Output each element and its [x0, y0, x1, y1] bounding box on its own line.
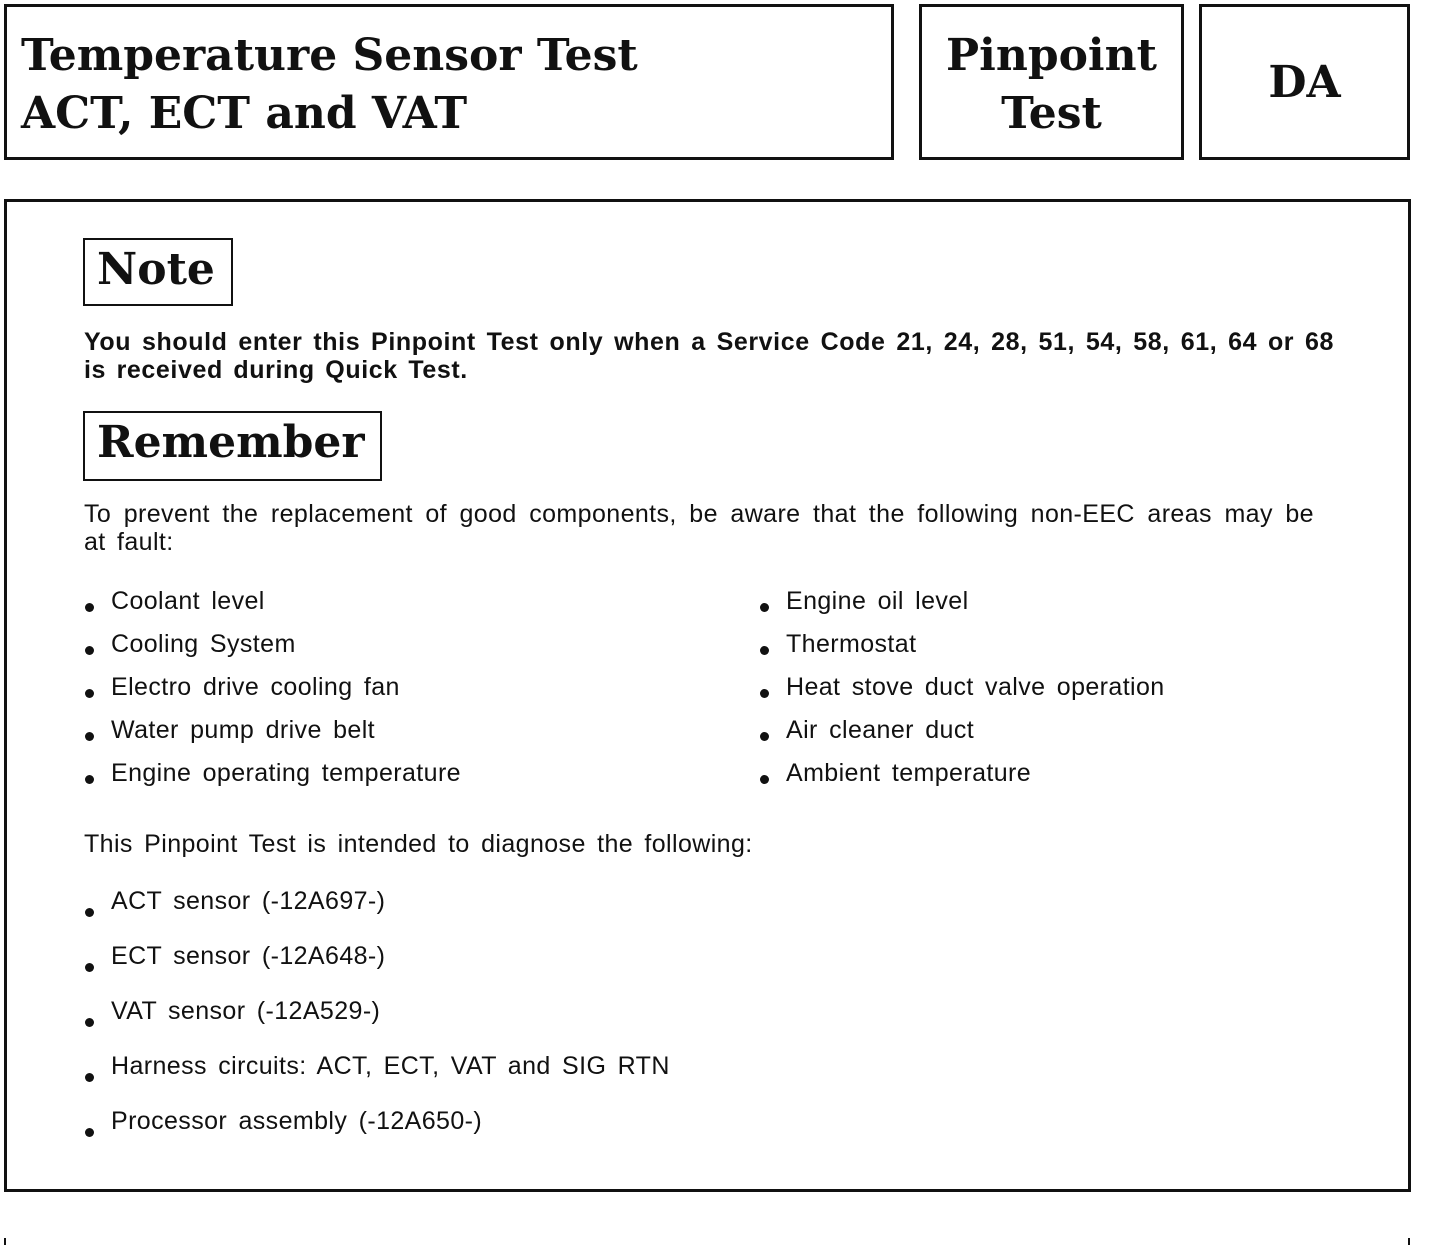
title-box — [4, 4, 894, 160]
fault-list-left — [84, 583, 461, 798]
margin-mark — [4, 1238, 6, 1245]
pinpoint-label: Pinpoint — [946, 30, 1157, 81]
fault-item: Cooling System — [84, 626, 461, 669]
diagnose-item: Harness circuits: ACT, ECT, VAT and SIG RTN — [84, 1047, 670, 1102]
test-label: Test — [1001, 88, 1102, 139]
fault-item: Coolant level — [84, 583, 461, 626]
main-content-box — [4, 199, 1411, 1192]
fault-item: Engine oil level — [759, 583, 1165, 626]
pinpoint-test-box — [919, 4, 1184, 160]
title-line-1: Temperature Sensor Test — [21, 30, 638, 81]
fault-item: Air cleaner duct — [759, 712, 1165, 755]
fault-item: Thermostat — [759, 626, 1165, 669]
fault-item: Engine operating temperature — [84, 755, 461, 798]
diagnose-item: VAT sensor (-12A529-) — [84, 992, 670, 1047]
fault-item: Heat stove duct valve operation — [759, 669, 1165, 712]
remember-heading: Remember — [83, 411, 382, 481]
title-line-2: ACT, ECT and VAT — [21, 88, 468, 139]
diagnose-item: ACT sensor (-12A697-) — [84, 882, 670, 937]
diagnose-list — [84, 882, 670, 1157]
fault-item: Water pump drive belt — [84, 712, 461, 755]
note-heading: Note — [83, 238, 233, 306]
margin-mark — [1408, 1238, 1410, 1245]
fault-list-right — [759, 583, 1165, 798]
test-code-box — [1199, 4, 1410, 160]
fault-item: Electro drive cooling fan — [84, 669, 461, 712]
note-text: You should enter this Pinpoint Test only when a Service Code 21, 24, 28, 51, 54, 58, 61, 64 or 68 is received during Quick Test. — [84, 328, 1334, 384]
diagnose-intro: This Pinpoint Test is intended to diagnose the following: — [84, 830, 753, 858]
remember-text: To prevent the replacement of good components, be aware that the following non-EEC areas may be at fault: — [84, 500, 1314, 556]
diagnose-item: ECT sensor (-12A648-) — [84, 937, 670, 992]
diagnose-item: Processor assembly (-12A650-) — [84, 1102, 670, 1157]
test-code: DA — [1268, 56, 1341, 108]
fault-item: Ambient temperature — [759, 755, 1165, 798]
